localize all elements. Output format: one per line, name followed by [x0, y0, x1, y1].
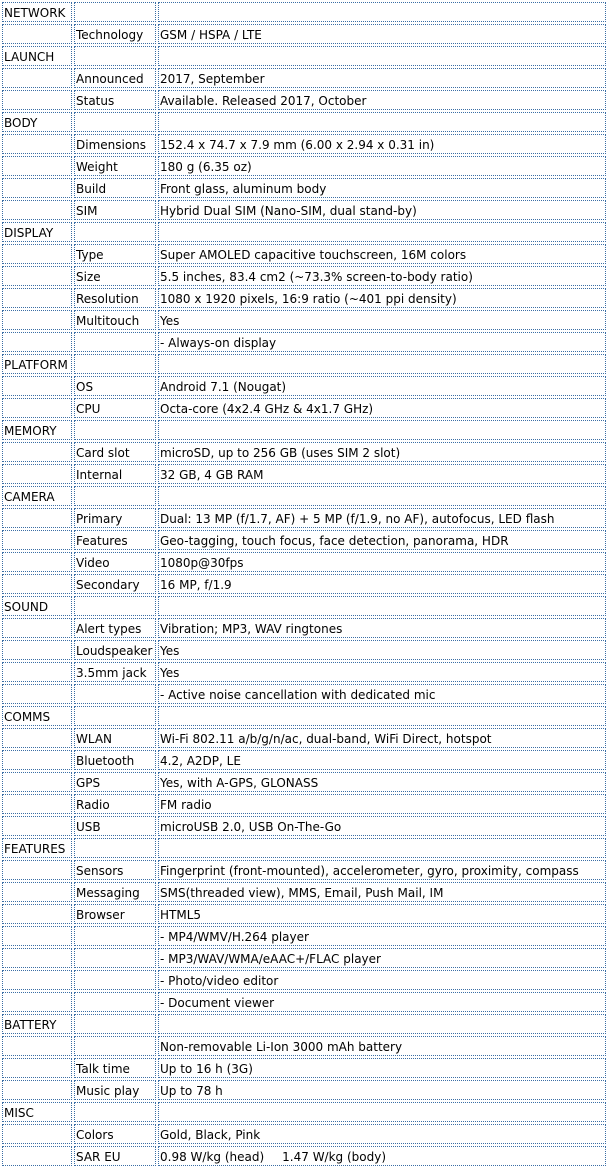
spec-label: Announced	[74, 68, 156, 88]
empty-cell	[2, 266, 72, 286]
section-header-row	[2, 486, 606, 506]
spec-value: Octa-core (4x2.4 GHz & 4x1.7 GHz)	[158, 398, 606, 418]
spec-value: Dual: 13 MP (f/1.7, AF) + 5 MP (f/1.9, no AF), autofocus, LED flash	[158, 508, 606, 528]
spec-value: Super AMOLED capacitive touchscreen, 16M colors	[158, 244, 606, 264]
spec-value: SMS(threaded view), MMS, Email, Push Mail, IM	[158, 882, 606, 902]
spec-label: Radio	[74, 794, 156, 814]
spec-value: Up to 16 h (3G)	[158, 1058, 606, 1078]
spec-value: Yes	[158, 662, 606, 682]
empty-cell	[74, 46, 156, 66]
spec-row	[2, 904, 606, 924]
empty-cell	[158, 354, 606, 374]
spec-row	[2, 574, 606, 594]
spec-label	[74, 332, 156, 352]
empty-cell	[2, 970, 72, 990]
empty-cell	[2, 24, 72, 44]
spec-row	[2, 178, 606, 198]
spec-label	[74, 1036, 156, 1056]
section-header-row	[2, 2, 606, 22]
spec-row	[2, 1146, 606, 1166]
spec-row	[2, 816, 606, 836]
spec-value: - MP3/WAV/WMA/eAAC+/FLAC player	[158, 948, 606, 968]
spec-label: Music play	[74, 1080, 156, 1100]
empty-cell	[74, 838, 156, 858]
spec-label: Bluetooth	[74, 750, 156, 770]
spec-value: Available. Released 2017, October	[158, 90, 606, 110]
spec-row	[2, 244, 606, 264]
spec-row	[2, 464, 606, 484]
spec-label: OS	[74, 376, 156, 396]
spec-value: - Document viewer	[158, 992, 606, 1012]
empty-cell	[2, 310, 72, 330]
empty-cell	[2, 728, 72, 748]
spec-value: Fingerprint (front-mounted), accelerometer, gyro, proximity, compass	[158, 860, 606, 880]
empty-cell	[74, 706, 156, 726]
spec-row	[2, 552, 606, 572]
empty-cell	[2, 1036, 72, 1056]
empty-cell	[2, 750, 72, 770]
spec-row	[2, 310, 606, 330]
empty-cell	[2, 442, 72, 462]
spec-row	[2, 948, 606, 968]
spec-label: Primary	[74, 508, 156, 528]
empty-cell	[2, 244, 72, 264]
empty-cell	[74, 486, 156, 506]
empty-cell	[2, 376, 72, 396]
spec-row	[2, 970, 606, 990]
empty-cell	[74, 1102, 156, 1122]
spec-row	[2, 926, 606, 946]
empty-cell	[74, 354, 156, 374]
spec-row	[2, 24, 606, 44]
empty-cell	[2, 816, 72, 836]
section-title: BODY	[2, 112, 72, 132]
section-title: DISPLAY	[2, 222, 72, 242]
empty-cell	[158, 420, 606, 440]
spec-value-part: 0.98 W/kg (head)	[160, 1150, 265, 1164]
section-title: MEMORY	[2, 420, 72, 440]
empty-cell	[74, 2, 156, 22]
spec-label: Weight	[74, 156, 156, 176]
spec-value: 32 GB, 4 GB RAM	[158, 464, 606, 484]
spec-label: Loudspeaker	[74, 640, 156, 660]
spec-row	[2, 618, 606, 638]
spec-label: Status	[74, 90, 156, 110]
spec-label: Multitouch	[74, 310, 156, 330]
empty-cell	[158, 706, 606, 726]
empty-cell	[2, 662, 72, 682]
empty-cell	[2, 332, 72, 352]
empty-cell	[74, 112, 156, 132]
empty-cell	[2, 68, 72, 88]
empty-cell	[2, 904, 72, 924]
empty-cell	[158, 2, 606, 22]
spec-value: Android 7.1 (Nougat)	[158, 376, 606, 396]
empty-cell	[2, 684, 72, 704]
spec-label: Features	[74, 530, 156, 550]
spec-row	[2, 1036, 606, 1056]
empty-cell	[74, 222, 156, 242]
spec-row	[2, 750, 606, 770]
spec-label	[74, 992, 156, 1012]
spec-label: Technology	[74, 24, 156, 44]
spec-label: 3.5mm jack	[74, 662, 156, 682]
empty-cell	[74, 420, 156, 440]
spec-label: Type	[74, 244, 156, 264]
spec-value: 4.2, A2DP, LE	[158, 750, 606, 770]
spec-value: - Always-on display	[158, 332, 606, 352]
spec-value-part: 1.47 W/kg (body)	[282, 1150, 387, 1164]
spec-label	[74, 970, 156, 990]
spec-row	[2, 882, 606, 902]
spec-value: 1080p@30fps	[158, 552, 606, 572]
empty-cell	[2, 640, 72, 660]
spec-row	[2, 1080, 606, 1100]
spec-row	[2, 200, 606, 220]
section-header-row	[2, 838, 606, 858]
spec-label	[74, 684, 156, 704]
spec-row	[2, 860, 606, 880]
spec-value: Yes	[158, 640, 606, 660]
empty-cell	[2, 574, 72, 594]
spec-row	[2, 442, 606, 462]
spec-label: GPS	[74, 772, 156, 792]
section-title: FEATURES	[2, 838, 72, 858]
spec-label	[74, 926, 156, 946]
spec-value: Yes	[158, 310, 606, 330]
spec-row	[2, 992, 606, 1012]
spec-label: Build	[74, 178, 156, 198]
spec-value: Hybrid Dual SIM (Nano-SIM, dual stand-by)	[158, 200, 606, 220]
empty-cell	[158, 838, 606, 858]
empty-cell	[2, 882, 72, 902]
spec-value: - MP4/WMV/H.264 player	[158, 926, 606, 946]
spec-value: Front glass, aluminum body	[158, 178, 606, 198]
spec-value: Non-removable Li-Ion 3000 mAh battery	[158, 1036, 606, 1056]
spec-label: SIM	[74, 200, 156, 220]
spec-value: Gold, Black, Pink	[158, 1124, 606, 1144]
empty-cell	[2, 398, 72, 418]
spec-value: 152.4 x 74.7 x 7.9 mm (6.00 x 2.94 x 0.31 in)	[158, 134, 606, 154]
empty-cell	[2, 926, 72, 946]
empty-cell	[2, 552, 72, 572]
spec-label: Sensors	[74, 860, 156, 880]
spec-row	[2, 1124, 606, 1144]
empty-cell	[2, 794, 72, 814]
section-title: SOUND	[2, 596, 72, 616]
spec-row	[2, 640, 606, 660]
spec-value: Geo-tagging, touch focus, face detection, panorama, HDR	[158, 530, 606, 550]
spec-label: Alert types	[74, 618, 156, 638]
spec-value: FM radio	[158, 794, 606, 814]
spec-row	[2, 530, 606, 550]
spec-value: microUSB 2.0, USB On-The-Go	[158, 816, 606, 836]
spec-value: Wi-Fi 802.11 a/b/g/n/ac, dual-band, WiFi Direct, hotspot	[158, 728, 606, 748]
section-title: LAUNCH	[2, 46, 72, 66]
spec-value: 5.5 inches, 83.4 cm2 (~73.3% screen-to-body ratio)	[158, 266, 606, 286]
empty-cell	[2, 1058, 72, 1078]
spec-label: Dimensions	[74, 134, 156, 154]
empty-cell	[2, 860, 72, 880]
spec-row	[2, 794, 606, 814]
spec-label: Internal	[74, 464, 156, 484]
spec-value: - Active noise cancellation with dedicated mic	[158, 684, 606, 704]
section-title: NETWORK	[2, 2, 72, 22]
spec-label: Resolution	[74, 288, 156, 308]
spec-value: GSM / HSPA / LTE	[158, 24, 606, 44]
spec-row	[2, 684, 606, 704]
spec-value: microSD, up to 256 GB (uses SIM 2 slot)	[158, 442, 606, 462]
empty-cell	[2, 1146, 72, 1166]
spec-label: WLAN	[74, 728, 156, 748]
spec-label: USB	[74, 816, 156, 836]
empty-cell	[158, 222, 606, 242]
empty-cell	[2, 90, 72, 110]
spec-value: HTML5	[158, 904, 606, 924]
empty-cell	[2, 618, 72, 638]
section-header-row	[2, 1014, 606, 1034]
spec-label: Colors	[74, 1124, 156, 1144]
empty-cell	[2, 200, 72, 220]
empty-cell	[2, 134, 72, 154]
section-header-row	[2, 222, 606, 242]
spec-row	[2, 508, 606, 528]
spec-value: 16 MP, f/1.9	[158, 574, 606, 594]
empty-cell	[74, 596, 156, 616]
spec-label: CPU	[74, 398, 156, 418]
spec-row	[2, 156, 606, 176]
spec-row	[2, 772, 606, 792]
empty-cell	[2, 464, 72, 484]
spec-row	[2, 1058, 606, 1078]
section-header-row	[2, 1102, 606, 1122]
spec-label: Video	[74, 552, 156, 572]
empty-cell	[158, 1102, 606, 1122]
spec-row	[2, 398, 606, 418]
empty-cell	[2, 948, 72, 968]
empty-cell	[2, 156, 72, 176]
section-header-row	[2, 706, 606, 726]
empty-cell	[2, 530, 72, 550]
spec-label: Card slot	[74, 442, 156, 462]
spec-row	[2, 288, 606, 308]
empty-cell	[158, 46, 606, 66]
section-header-row	[2, 596, 606, 616]
empty-cell	[2, 1124, 72, 1144]
spec-label: Secondary	[74, 574, 156, 594]
empty-cell	[2, 992, 72, 1012]
spec-value: 2017, September	[158, 68, 606, 88]
spec-label: Talk time	[74, 1058, 156, 1078]
spec-row	[2, 332, 606, 352]
empty-cell	[2, 1080, 72, 1100]
section-header-row	[2, 46, 606, 66]
empty-cell	[2, 772, 72, 792]
section-title: MISC	[2, 1102, 72, 1122]
spec-row	[2, 662, 606, 682]
spec-label	[74, 948, 156, 968]
spec-row	[2, 134, 606, 154]
empty-cell	[2, 508, 72, 528]
empty-cell	[158, 596, 606, 616]
empty-cell	[158, 1014, 606, 1034]
section-header-row	[2, 354, 606, 374]
spec-value: Yes, with A-GPS, GLONASS	[158, 772, 606, 792]
spec-row	[2, 90, 606, 110]
spec-value: Up to 78 h	[158, 1080, 606, 1100]
section-header-row	[2, 112, 606, 132]
spec-row	[2, 376, 606, 396]
spec-label: SAR EU	[74, 1146, 156, 1166]
empty-cell	[158, 112, 606, 132]
section-title: CAMERA	[2, 486, 72, 506]
spec-value: 1080 x 1920 pixels, 16:9 ratio (~401 ppi density)	[158, 288, 606, 308]
section-title: BATTERY	[2, 1014, 72, 1034]
section-header-row	[2, 420, 606, 440]
spec-value	[158, 1146, 606, 1166]
spec-label: Messaging	[74, 882, 156, 902]
empty-cell	[158, 486, 606, 506]
empty-cell	[2, 178, 72, 198]
spec-table-body	[2, 2, 606, 1166]
spec-label: Browser	[74, 904, 156, 924]
spec-value: 180 g (6.35 oz)	[158, 156, 606, 176]
spec-row	[2, 728, 606, 748]
spec-label: Size	[74, 266, 156, 286]
section-title: PLATFORM	[2, 354, 72, 374]
section-title: COMMS	[2, 706, 72, 726]
empty-cell	[74, 1014, 156, 1034]
spec-row	[2, 266, 606, 286]
empty-cell	[2, 288, 72, 308]
spec-row	[2, 68, 606, 88]
spec-value: - Photo/video editor	[158, 970, 606, 990]
spec-value: Vibration; MP3, WAV ringtones	[158, 618, 606, 638]
